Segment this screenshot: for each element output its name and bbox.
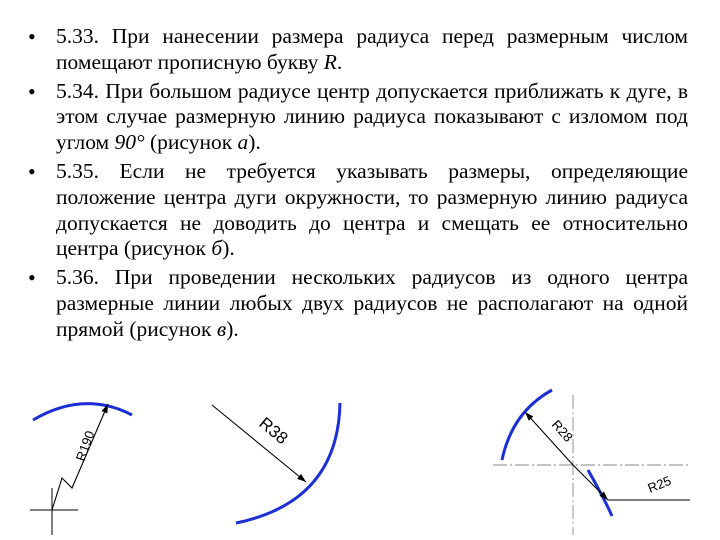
figure-b [212, 403, 340, 523]
rule-5-34: • 5.34. При большом радиусе центр допускается приближать к дуге, в этом случае размерную линию радиуса показывают с изломом под углом 90° (рисунок а). [28, 78, 688, 155]
bullet-marker: • [28, 265, 36, 291]
arc-b [236, 403, 340, 523]
dimension-label-r28: R28 [548, 416, 576, 445]
dimension-label-b: R38 [255, 413, 292, 449]
bullet-marker: • [28, 158, 36, 184]
dimension-label-a: R190 [72, 428, 98, 464]
dimension-line-r25 [573, 465, 608, 500]
arc-r25 [588, 470, 612, 516]
figure-c [493, 390, 690, 535]
figure-a [30, 404, 132, 535]
rules-list [28, 24, 688, 346]
radius-figures [0, 385, 720, 540]
rule-5-35: • 5.35. Если не требуется указывать размеры, определяющие положение центра дуги окружности, то размерную линию радиуса допускается не доводить до центра и смещать ее относительно центра (рисунок б). [28, 158, 688, 261]
arc-r28 [502, 390, 552, 460]
arc-a [33, 404, 132, 420]
bullet-marker: • [28, 78, 36, 104]
dimension-line-b [212, 405, 306, 482]
rule-5-33: • 5.33. При нанесении размера радиуса перед размерным числом помещают прописную букву R. [28, 24, 688, 74]
dimension-label-r25: R25 [645, 472, 674, 496]
rule-5-36: • 5.36. При проведении нескольких радиусов из одного центра размерные линии любых двух радиусов не располагают на одной прямой (рисунок в). [28, 265, 688, 341]
bullet-marker: • [28, 24, 36, 49]
